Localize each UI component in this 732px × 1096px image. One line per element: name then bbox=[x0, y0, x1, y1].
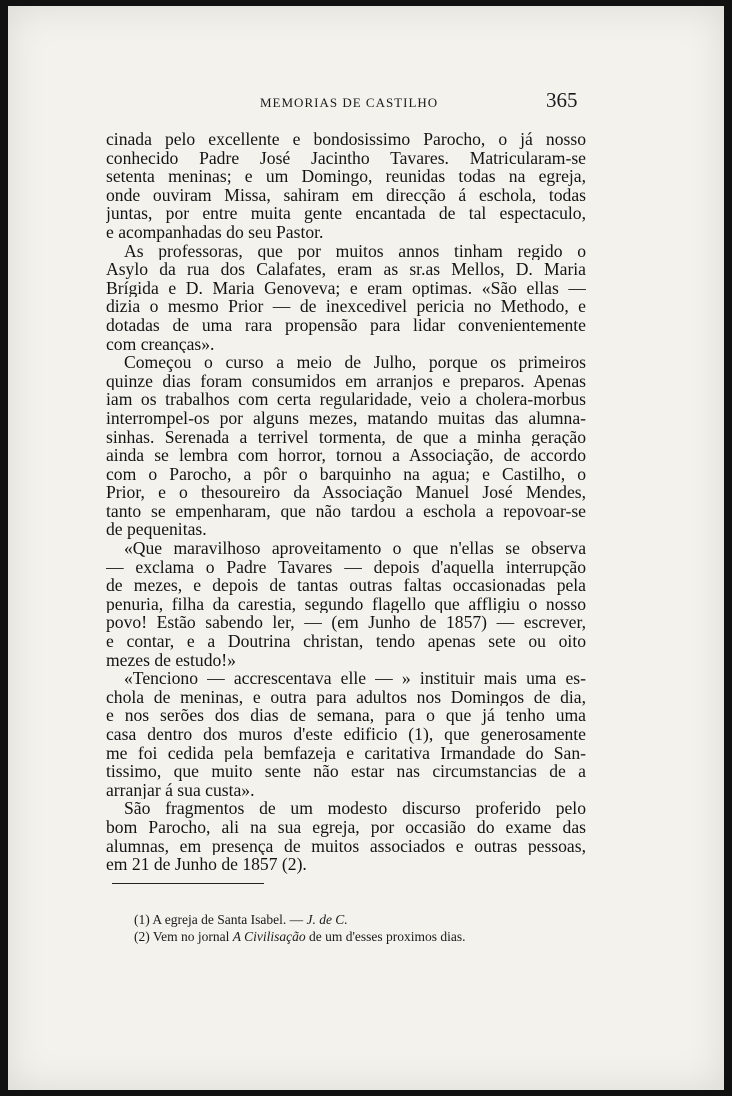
footnote-rule bbox=[112, 883, 264, 884]
text-line: interrompel-os por alguns mezes, matando muitas das alumna- bbox=[106, 408, 586, 428]
text-line: arranjar á sua custa». bbox=[106, 780, 255, 800]
text-line: quinze dias foram consumidos em arranjos e preparos. Apenas bbox=[106, 371, 586, 391]
text-line: de mezes, e depois de tantas outras faltas occasionadas pela bbox=[106, 576, 586, 595]
text-line: iam os trabalhos com certa regularidade, veio a cholera-morbus bbox=[106, 390, 586, 409]
text-line: Brígida e D. Maria Genoveva; e eram optimas. «São ellas — bbox=[106, 278, 586, 298]
text-line: Prior, e o thesoureiro da Associação Manuel José Mendes, bbox=[106, 483, 586, 502]
text-line: juntas, por entre muita gente encantada de tal espectaculo, bbox=[106, 204, 586, 223]
text-line: São fragmentos de um modesto discurso proferido pelo bbox=[124, 799, 586, 818]
text-line: alumnas, em presença de muitos associados e outras pessoas, bbox=[106, 836, 586, 856]
text-line: e nos serões dos dias de semana, para o que já tenho uma bbox=[106, 706, 586, 725]
text-line: povo! Estão sabendo ler, — (em Junho de 1857) — escrever, bbox=[106, 613, 586, 633]
text-line: me foi cedida pela bemfazeja e caritativa Irmandade do San- bbox=[106, 743, 586, 763]
body-text bbox=[106, 130, 586, 874]
text-line: de pequenitas. bbox=[106, 520, 207, 540]
text-line: Asylo da rua dos Calafates, eram as sr.as Mellos, D. Maria bbox=[106, 260, 586, 279]
text-line: tanto se empenharam, que não tardou a eschola a repovoar-se bbox=[106, 501, 586, 521]
footnote-1-text: (1) A egreja de Santa Isabel. — bbox=[134, 912, 307, 927]
text-line: penuria, filha da carestia, segundo flagello que affligiu o nosso bbox=[106, 594, 586, 614]
text-line: onde ouviram Missa, sahiram em direcção á eschola, todas bbox=[106, 185, 586, 205]
text-line: com creanças». bbox=[106, 334, 215, 354]
text-line: «Tenciono — accrescentava elle — » instituir mais uma es- bbox=[124, 669, 586, 688]
text-line: tissimo, que muito sente não estar nas circumstancias de a bbox=[106, 762, 586, 781]
text-line: com o Parocho, a pôr o barquinho na agua; e Castilho, o bbox=[106, 464, 586, 484]
text-line: dotadas de uma rara propensão para lidar convenientemente bbox=[106, 315, 586, 335]
footnotes bbox=[134, 911, 574, 945]
text-line: Começou o curso a meio de Julho, porque os primeiros bbox=[124, 353, 586, 372]
footnote-2-suffix: de um d'esses proximos dias. bbox=[305, 929, 466, 944]
footnote-2 bbox=[134, 928, 574, 945]
text-line: dizia o mesmo Prior — de inexcedivel pericia no Methodo, e bbox=[106, 297, 586, 316]
text-line: chola de meninas, e outra para adultos nos Domingos de dia, bbox=[106, 687, 586, 707]
text-line: em 21 de Junho de 1857 (2). bbox=[106, 855, 307, 874]
text-line: casa dentro dos muros d'este edificio (1), que generosamente bbox=[106, 725, 586, 744]
text-line: cinada pelo excellente e bondosissimo Parocho, o já nosso bbox=[106, 130, 586, 149]
text-line: e acompanhadas do seu Pastor. bbox=[106, 222, 324, 242]
footnote-1 bbox=[134, 911, 574, 928]
text-line: conhecido Padre José Jacintho Tavares. Matricularam-se bbox=[106, 148, 586, 168]
page-number: 365 bbox=[546, 88, 578, 112]
text-line: bom Parocho, ali na sua egreja, por occasião do exame das bbox=[106, 817, 586, 837]
text-line: «Que maravilhoso aproveitamento o que n'ellas se observa bbox=[124, 539, 586, 558]
footnote-2-text: (2) Vem no jornal bbox=[134, 929, 233, 944]
text-line: As professoras, que por muitos annos tinham regido o bbox=[124, 241, 586, 261]
text-line: e contar, e a Doutrina christan, tendo apenas sete ou oito bbox=[106, 632, 586, 651]
text-line: setenta meninas; e um Domingo, reunidas todas na egreja, bbox=[106, 167, 586, 186]
running-title: MEMORIAS DE CASTILHO bbox=[260, 95, 439, 110]
text-line: — exclama o Padre Tavares — depois d'aquella interrupção bbox=[106, 557, 586, 577]
text-line: mezes de estudo!» bbox=[106, 650, 236, 670]
text-line: sinhas. Serenada a terrivel tormenta, de que a minha geração bbox=[106, 427, 586, 447]
footnote-1-author: J. de C. bbox=[306, 912, 348, 927]
book-page bbox=[8, 6, 724, 1090]
footnote-2-title: A Civilisação bbox=[232, 929, 306, 944]
text-line: ainda se lembra com horror, tornou a Associação, de accordo bbox=[106, 446, 586, 465]
